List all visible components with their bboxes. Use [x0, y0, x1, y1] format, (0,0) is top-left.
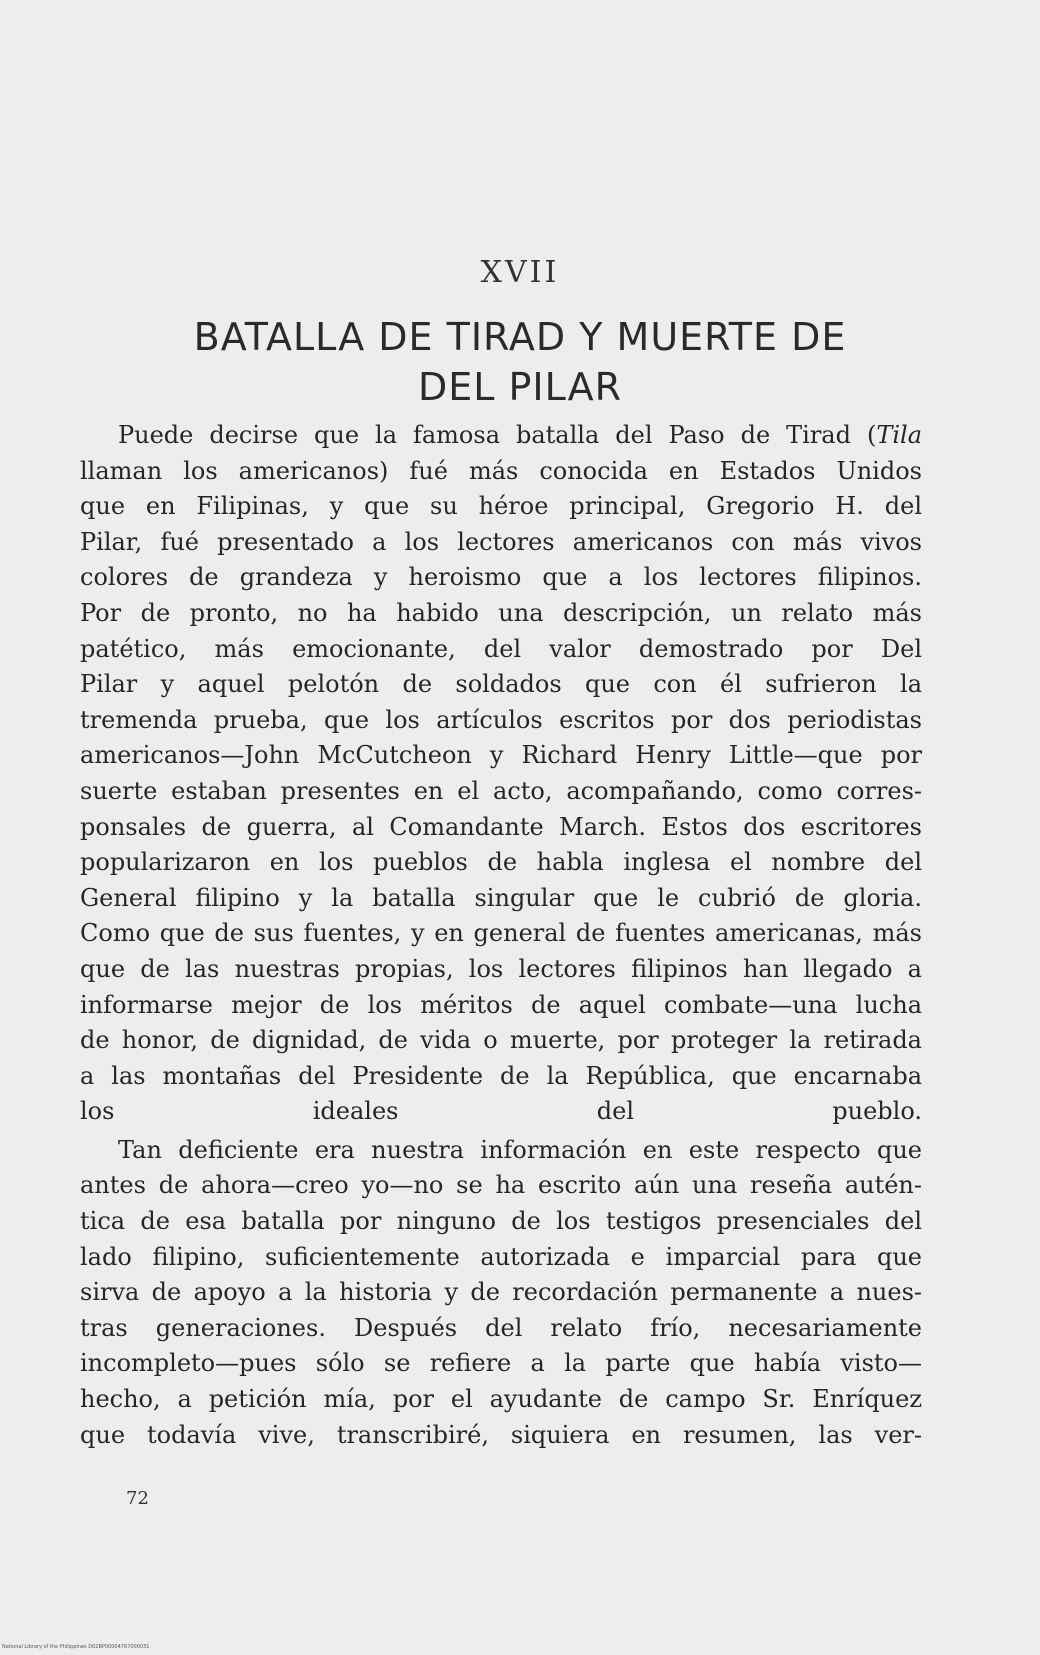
- text-line: los ideales del pueblo.: [80, 1097, 922, 1126]
- text-line: a las montañas del Presidente de la República, que encarnaba: [80, 1061, 922, 1090]
- body-text: [80, 418, 922, 1453]
- text-line: Tan deficiente era nuestra información en este respecto que: [118, 1135, 922, 1164]
- text-line: americanos—John McCutcheon y Richard Henry Little—que por: [80, 741, 922, 770]
- text-line: tremenda prueba, que los artículos escritos por dos periodistas: [80, 705, 922, 734]
- italic-term: Tila: [876, 421, 922, 449]
- text-line: informarse mejor de los méritos de aquel combate—una lucha: [80, 990, 922, 1019]
- text-line: patético, más emocionante, del valor demostrado por Del: [80, 634, 922, 663]
- text-line: hecho, a petición mía, por el ayudante de campo Sr. Enríquez: [80, 1385, 922, 1414]
- chapter-number: XVII: [480, 255, 560, 290]
- text-line: General filipino y la batalla singular que le cubrió de gloria.: [80, 883, 922, 912]
- text-line: de honor, de dignidad, de vida o muerte, por proteger la retirada: [80, 1026, 922, 1055]
- chapter-title-line-1: BATALLA DE TIRAD Y MUERTE DE: [193, 315, 847, 359]
- text-line: tica de esa batalla por ninguno de los testigos presenciales del: [80, 1207, 922, 1236]
- text-line: popularizaron en los pueblos de habla inglesa el nombre del: [80, 848, 922, 877]
- text-line: llaman los americanos) fué más conocida en Estados Unidos: [80, 456, 922, 485]
- text-line: colores de grandeza y heroismo que a los lectores filipinos.: [80, 563, 922, 592]
- scan-footer: National Library of the Philippines D02BP00004767000031: [2, 1644, 150, 1650]
- text-line: antes de ahora—creo yo—no se ha escrito aún una reseña autén-: [80, 1171, 922, 1200]
- text-line: Puede decirse que la famosa batalla del Paso de Tirad (Tila: [118, 421, 922, 449]
- chapter-title-line-2: DEL PILAR: [417, 365, 623, 409]
- text-line: que todavía vive, transcribiré, siquiera en resumen, las ver-: [80, 1420, 922, 1449]
- text-line: lado filipino, suficientemente autorizada e imparcial para que: [80, 1242, 922, 1271]
- chapter-title: [80, 312, 960, 412]
- text-line: tras generaciones. Después del relato frío, necesariamente: [80, 1313, 922, 1342]
- text-line: Como que de sus fuentes, y en general de fuentes americanas, más: [80, 919, 922, 948]
- text-line: Pilar y aquel pelotón de soldados que con él sufrieron la: [80, 670, 922, 699]
- text-line: sirva de apoyo a la historia y de recordación permanente a nues-: [80, 1278, 922, 1307]
- paragraph-2: [80, 1133, 922, 1453]
- page-number: 72: [126, 1488, 149, 1509]
- text-line: que de las nuestras propias, los lectores filipinos han llegado a: [80, 954, 922, 983]
- paragraph-1: [80, 418, 922, 1130]
- text-line: suerte estaban presentes en el acto, acompañando, como corres-: [80, 776, 922, 805]
- text-line: Por de pronto, no ha habido una descripción, un relato más: [80, 598, 922, 627]
- text-line: que en Filipinas, y que su héroe principal, Gregorio H. del: [80, 492, 922, 521]
- text-line: incompleto—pues sólo se refiere a la parte que había visto—: [80, 1349, 922, 1378]
- text-line: ponsales de guerra, al Comandante March. Estos dos escritores: [80, 812, 922, 841]
- text-line: Pilar, fué presentado a los lectores americanos con más vivos: [80, 527, 922, 556]
